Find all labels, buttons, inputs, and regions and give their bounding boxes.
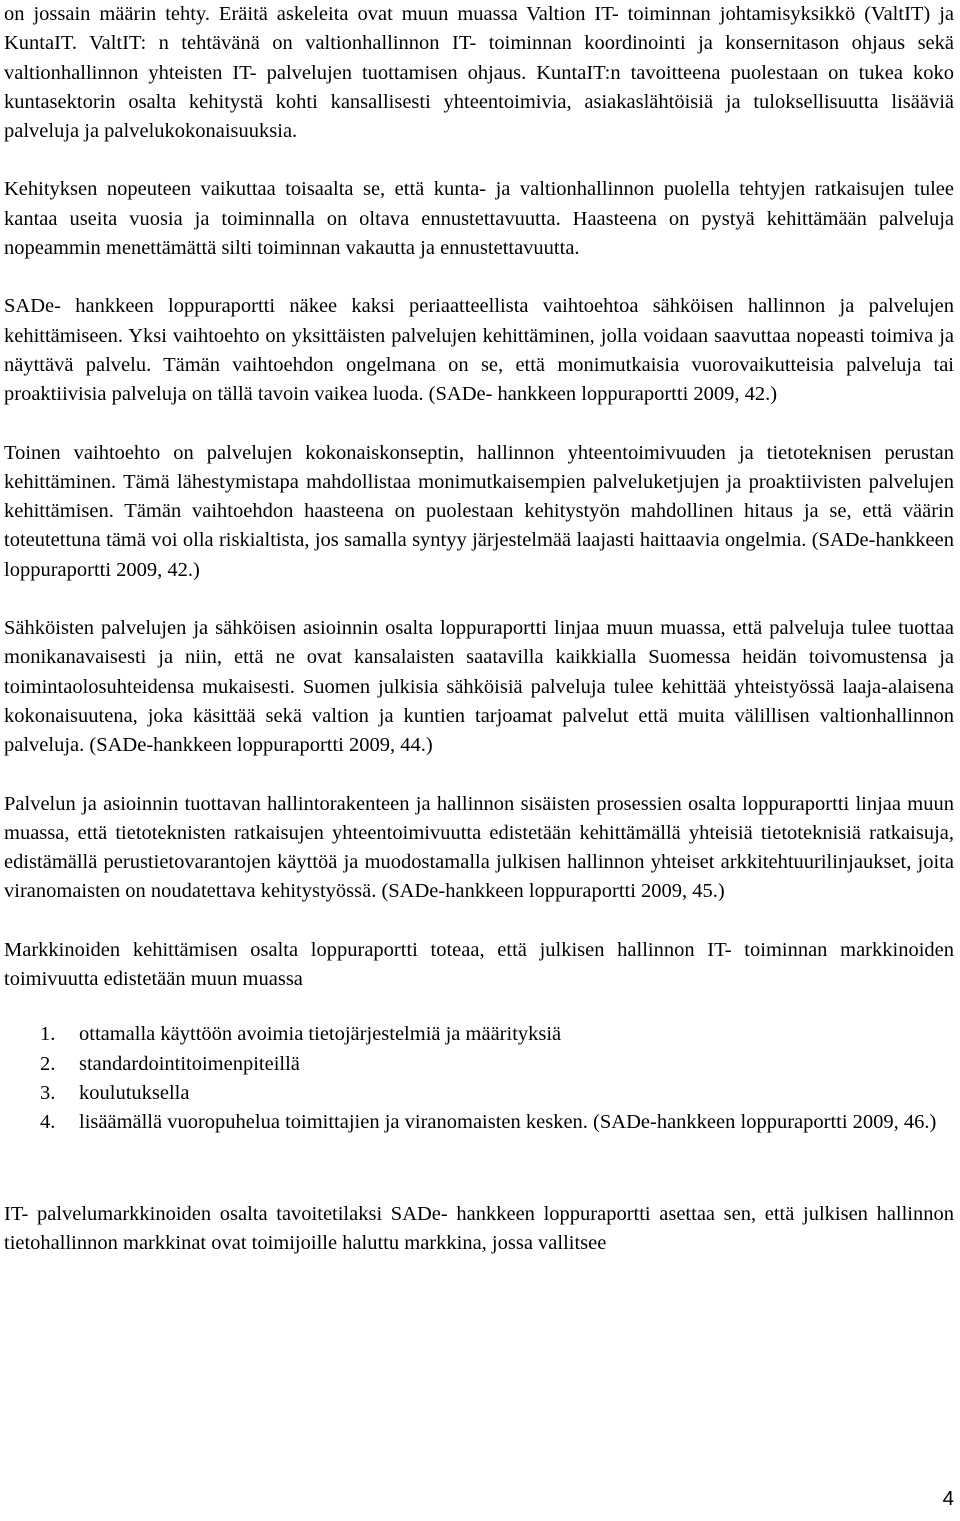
list-item-number: 4. bbox=[40, 1111, 56, 1134]
list-item-text: lisäämällä vuoropuhelua toimittajien ja viranomaisten kesken. (SADe-hankkeen loppuraportti 2009, 46.) bbox=[79, 1111, 937, 1134]
paragraph: SADe- hankkeen loppuraportti näkee kaksi periaatteellista vaihtoehtoa sähköisen hallinnon ja palvelujen kehittämiseen. Yksi vaihtoehto on yksittäisten palvelujen kehittäminen, jolla voidaan saavuttaa nopeasti toimiva ja näyttävä palvelu. Tämän vaihtoehdon ongelmana on se, että monimutkaisia vuorovaikutteisia palveluja tai proaktiivisia palveluja on tällä tavoin vaikea luoda. (SADe- hankkeen loppuraportti 2009, 42.) bbox=[4, 295, 954, 406]
paragraph: Toinen vaihtoehto on palvelujen kokonaiskonseptin, hallinnon yhteentoimivuuden ja tietoteknisen perustan kehittäminen. Tämä lähestymistapa mahdollistaa monimutkaisempien palveluketjujen ja proaktiivisten palvelujen kehittämisen. Tämän vaihtoehdon haasteena on puolestaan kehitystyön mahdollinen hitaus ja se, että väärin toteutettuna tämä voi olla riskialtista, jos samalla syntyy järjestelmää laajasti haittaavia ongelmia. (SADe-hankkeen loppuraportti 2009, 42.) bbox=[4, 441, 954, 581]
paragraph: Sähköisten palvelujen ja sähköisen asioinnin osalta loppuraportti linjaa muun muassa, että palveluja tulee tuottaa monikanavaisesti ja niin, että ne ovat kansalaisten saatavilla kaikkialla Suomessa heidän toivomustensa ja toimintaolosuhteidensa mukaisesti. Suomen julkisia sähköisiä palveluja tulee kehittää yhteistyössä laaja-alaisena kokonaisuutena, joka käsittää sekä valtion ja kuntien tarjoamat palvelut että muita välillisen valtionhallinnon palveluja. (SADe-hankkeen loppuraportti 2009, 44.) bbox=[4, 617, 954, 757]
list-item bbox=[4, 1050, 954, 1079]
list-item-text: koulutuksella bbox=[79, 1081, 190, 1104]
list-item-number: 1. bbox=[40, 1023, 56, 1046]
numbered-list bbox=[4, 1020, 954, 1137]
paragraph: on jossain määrin tehty. Eräitä askeleita ovat muun muassa Valtion IT- toiminnan johtamisyksikkö (ValtIT) ja KuntaIT. ValtIT: n tehtävänä on valtionhallinnon IT- toiminnan koordinointi ja konsernitason ohjaus sekä valtionhallinnon yhteisten IT- palvelujen tuottamisen ohjaus. KuntaIT:n tavoitteena puolestaan on tukea koko kuntasektorin osalta kehitystä kohti kansallisesti yhteentoimivia, asiakaslähtöisiä ja tuloksellisuutta lisääviä palveluja ja palvelukokonaisuuksia. bbox=[4, 3, 954, 143]
list-item-number: 3. bbox=[40, 1081, 56, 1104]
list-item bbox=[4, 1079, 954, 1108]
paragraph: Palvelun ja asioinnin tuottavan hallintorakenteen ja hallinnon sisäisten prosessien osalta loppuraportti linjaa muun muassa, että tietoteknisten ratkaisujen yhteentoimivuutta edistetään kehittämällä yhteisiä tietoteknisiä ratkaisuja, edistämällä perustietovarantojen käyttöä ja muodostamalla julkisen hallinnon yhteiset arkkitehtuurilinjaukset, joita viranomaisten on noudatettava kehitystyössä. (SADe-hankkeen loppuraportti 2009, 45.) bbox=[4, 792, 954, 903]
page-number: 4 bbox=[942, 1487, 954, 1510]
list-item-number: 2. bbox=[40, 1052, 56, 1075]
closing-paragraph: IT- palvelumarkkinoiden osalta tavoitetilaksi SADe- hankkeen loppuraportti asettaa sen, että julkisen hallinnon tietohallinnon markkinat ovat toimijoille haluttu markkina, jossa vallitsee bbox=[4, 1202, 954, 1254]
list-item bbox=[4, 1020, 954, 1049]
paragraph: Markkinoiden kehittämisen osalta loppuraportti toteaa, että julkisen hallinnon IT- toiminnan markkinoiden toimivuutta edistetään muun muassa bbox=[4, 938, 954, 991]
paragraph: Kehityksen nopeuteen vaikuttaa toisaalta se, että kunta- ja valtionhallinnon puolella tehtyjen ratkaisujen tulee kantaa useita vuosia ja toiminnalla on oltava ennustettavuutta. Haasteena on pystyä kehittämään palveluja nopeammin menettämättä silti toiminnan vakautta ja ennustettavuutta. bbox=[4, 178, 954, 260]
list-item bbox=[4, 1108, 954, 1137]
list-item-text: ottamalla käyttöön avoimia tietojärjestelmiä ja määrityksiä bbox=[79, 1023, 562, 1046]
list-item-text: standardointitoimenpiteillä bbox=[79, 1052, 300, 1075]
document-body bbox=[4, 0, 954, 1287]
